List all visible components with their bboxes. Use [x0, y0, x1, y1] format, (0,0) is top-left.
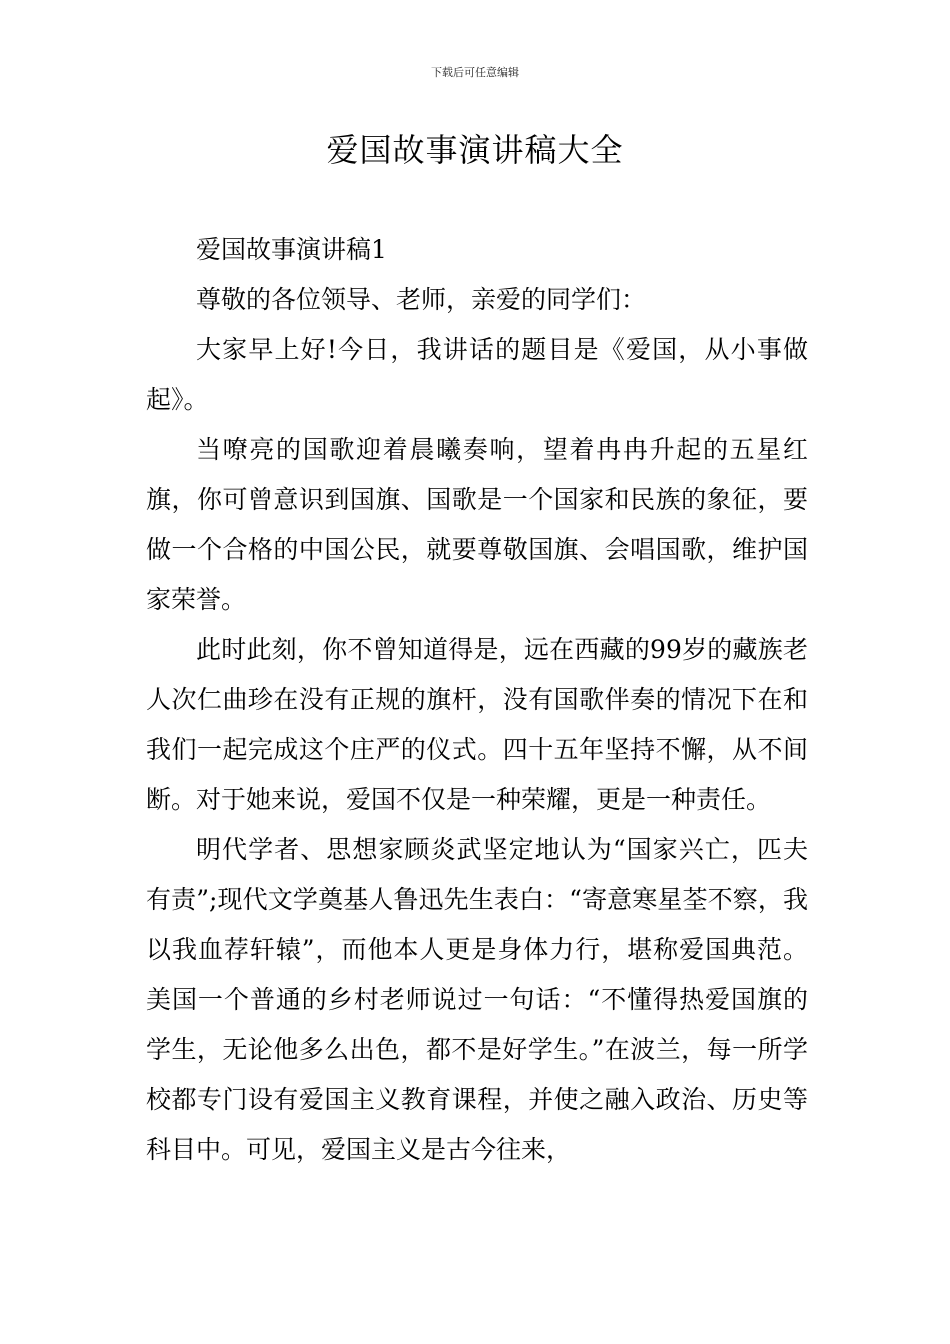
section-heading: 爱国故事演讲稿1 — [196, 235, 387, 264]
body-paragraph: 大家早上好!今日，我讲话的题目是《爱国，从小事做起》。 — [146, 335, 808, 414]
body-paragraph: 明代学者、思想家顾炎武坚定地认为“国家兴亡，匹夫有责”;现代文学奠基人鲁迅先生表白：“寄意寒星荃不察，我以我血荐轩辕”，而他本人更是身体力行，堪称爱国典范。美国一个普通的乡村老师说过一句话：“不懂得热爱国旗的学生，无论他多么出色，都不是好学生。”在波兰，每一所学校都专门设有爱国主义教育课程，并使之融入政治、历史等科目中。可见，爱国主义是古今往来， — [146, 835, 808, 1164]
document-title: 爱国故事演讲稿大全 — [326, 131, 624, 169]
document-body — [146, 225, 808, 1175]
body-paragraph: 此时此刻，你不曾知道得是，远在西藏的99岁的藏族老人次仁曲珍在没有正规的旗杆，没有国歌伴奏的情况下在和我们一起完成这个庄严的仪式。四十五年坚持不懈，从不间断。对于她来说，爱国不仅是一种荣耀，更是一种责任。 — [146, 635, 808, 814]
body-paragraph: 当嘹亮的国歌迎着晨曦奏响，望着冉冉升起的五星红旗，你可曾意识到国旗、国歌是一个国家和民族的象征，要做一个合格的中国公民，就要尊敬国旗、会唱国歌，维护国家荣誉。 — [146, 435, 808, 614]
page-header-note: 下载后可任意编辑 — [431, 66, 519, 79]
salutation-paragraph: 尊敬的各位领导、老师，亲爱的同学们： — [196, 285, 647, 314]
